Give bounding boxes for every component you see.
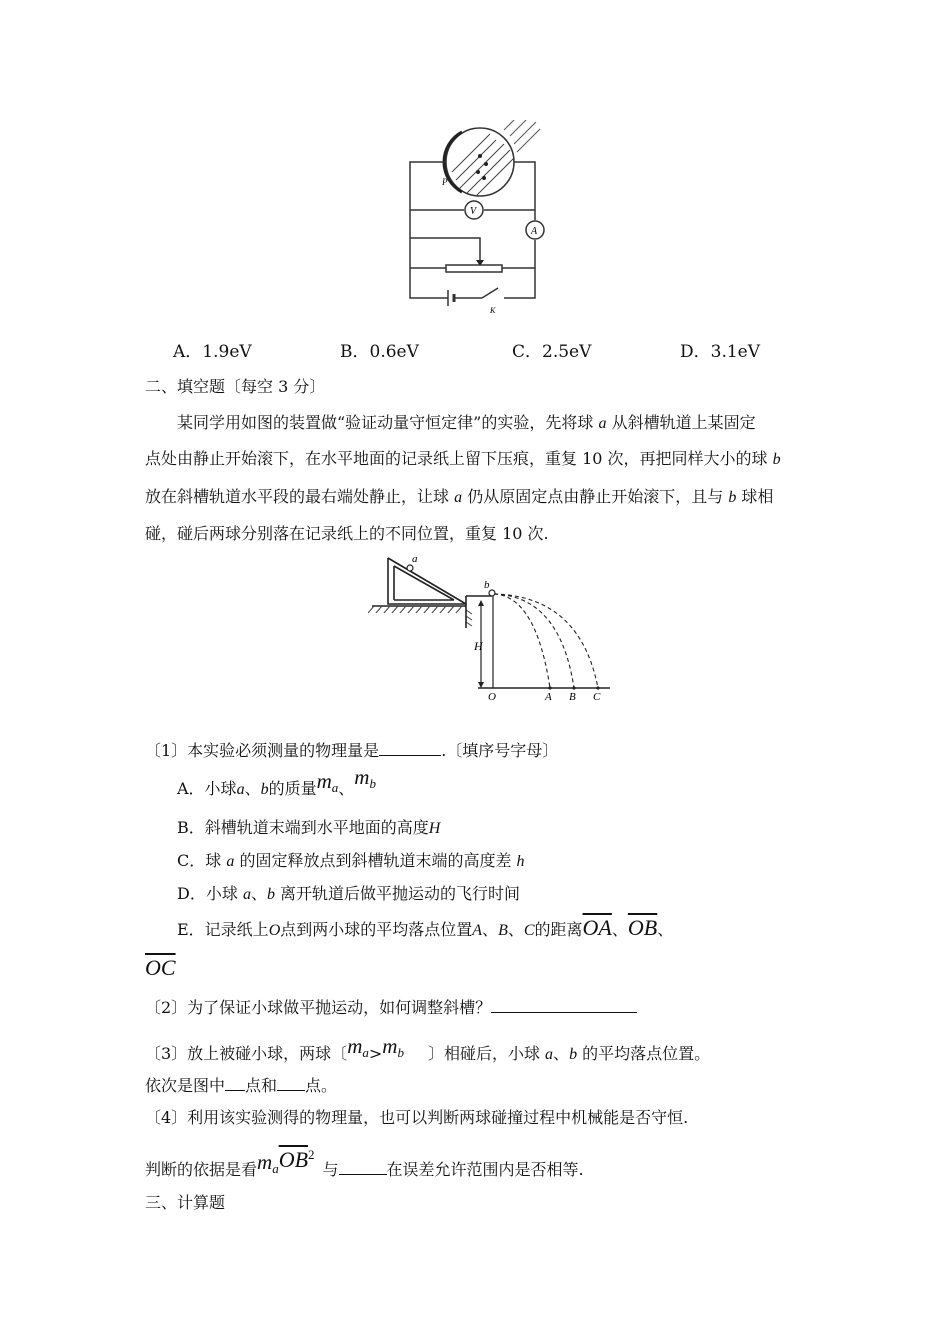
q4-answer-blank[interactable] <box>339 1160 387 1175</box>
section-heading-calculation: 三、计算题 <box>145 1193 226 1212</box>
q3-line-2: 依次是图中 点和 点。 <box>145 1076 338 1095</box>
q1-option-b: B．斜槽轨道末端到水平地面的高度H <box>177 818 441 837</box>
choice-d: D．3.1eV <box>680 342 761 362</box>
photo-tube-circle <box>446 128 514 196</box>
label-k: K <box>490 306 496 315</box>
q3-line-1: 〔3〕放上被碰小球，两球〔ma>mb 〕相碰后，小球 a、b 的平均落点位置。 <box>145 1034 711 1063</box>
section-heading-fill-blank: 二、填空题〔每空 3 分〕 <box>145 377 326 396</box>
q1-option-e: E．记录纸上O点到两小球的平均落点位置A、B、C的距离$\overline{OA}$、$\overline{OB}$、 <box>177 915 674 940</box>
q4-line-1: 〔4〕利用该实验测得的物理量，也可以判断两球碰撞过程中机械能是否守恒. <box>145 1108 689 1127</box>
label-o: O <box>488 691 496 703</box>
q3-blank-1[interactable] <box>225 1076 245 1091</box>
intro-line-3: 放在斜槽轨道水平段的最右端处静止，让球 a 仍从原固定点由静止开始滚下，且与 b 球相 <box>145 487 774 506</box>
label-a: a <box>412 553 418 565</box>
q1-stem: 〔1〕本实验必须测量的物理量是 .〔填序号字母〕 <box>145 741 559 760</box>
intro-line-2: 点处由静止开始滚下，在水平地面的记录纸上留下压痕，重复 10 次，再把同样大小的球 b <box>145 449 781 468</box>
q3-blank-2[interactable] <box>277 1076 305 1091</box>
q2: 〔2〕为了保证小球做平抛运动，如何调整斜槽？ <box>145 995 637 1018</box>
label-point-a: A <box>545 691 552 703</box>
label-point-c: C <box>593 691 601 703</box>
q1-option-c: C．球 a 的固定释放点到斜槽轨道末端的高度差 h <box>177 851 525 870</box>
choice-a: A．1.9eV <box>173 342 252 362</box>
label-h: H <box>474 639 483 653</box>
intro-line-4: 碰，碰后两球分别落在记录纸上的不同位置，重复 10 次. <box>145 524 549 543</box>
projectile-experiment-figure <box>368 552 618 704</box>
ball-b <box>489 590 495 596</box>
choice-c: C．2.5eV <box>512 342 592 362</box>
q4-line-2: 判断的依据是看$ma\overline{OB}^2$与 在误差允许范围内是否相等. <box>145 1147 584 1179</box>
label-p: P <box>442 177 448 187</box>
q1-option-a: A．小球a、b的质量ma、$m^b$ <box>177 765 376 798</box>
intro-line-1: 某同学用如图的装置做“验证动量守恒定律”的实验，先将球 a 从斜槽轨道上某固定 <box>177 413 756 432</box>
choice-b: B．0.6eV <box>340 342 419 362</box>
svg-text:A: A <box>531 226 538 237</box>
q2-answer-blank[interactable] <box>491 998 637 1013</box>
label-b: b <box>484 579 490 591</box>
ball-a <box>407 565 413 571</box>
q1-option-e-oc: $\overline{OC}$ <box>145 955 176 980</box>
svg-text:V: V <box>470 206 477 217</box>
label-point-b: B <box>569 691 576 703</box>
q1-answer-blank[interactable] <box>379 741 441 756</box>
photoelectric-circuit-figure <box>400 120 550 320</box>
rheostat <box>446 265 502 272</box>
q1-option-d: D．小球 a、b 离开轨道后做平抛运动的飞行时间 <box>177 884 521 903</box>
